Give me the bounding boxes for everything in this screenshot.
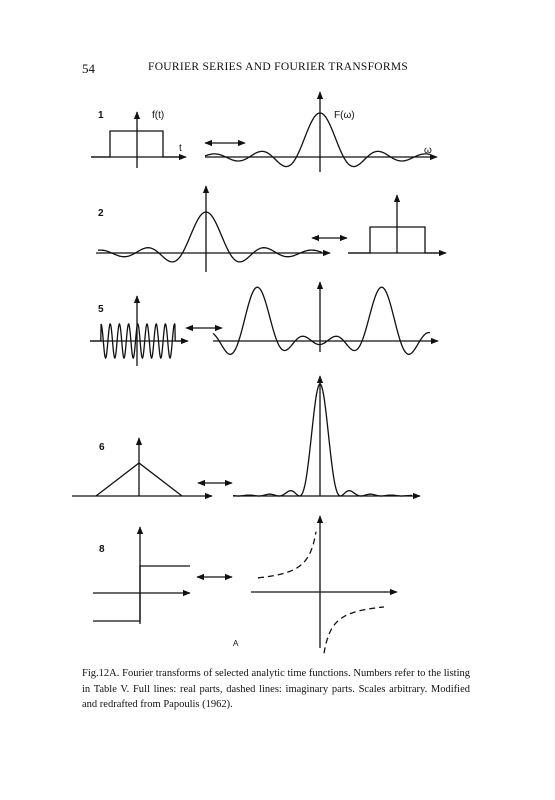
row1-freq-function-label: F(ω) bbox=[334, 110, 355, 121]
caption-text: Fig.12A. Fourier transforms of selected analytic time functions. Numbers refer to the listing in Table V. Full lines: real parts, dashed lines: imaginary parts. Scales arbitrary. Modified and redrafted from Papoulis (1962). bbox=[82, 668, 470, 710]
row5-number: 5 bbox=[98, 304, 104, 315]
row1-number: 1 bbox=[98, 110, 104, 121]
row2-sinc-curve bbox=[98, 212, 322, 262]
row8-imaginary-curve-lower bbox=[324, 607, 384, 653]
row6-sinc-squared-curve bbox=[233, 384, 412, 496]
row6-number: 6 bbox=[99, 442, 105, 453]
page-number: 54 bbox=[82, 61, 95, 76]
row1-time-function-label: f(t) bbox=[152, 110, 165, 121]
row5-double-sinc-curve bbox=[213, 287, 430, 354]
row-5 bbox=[90, 282, 438, 366]
row-2 bbox=[96, 186, 446, 272]
row8-number: 8 bbox=[99, 544, 105, 555]
row1-sinc-curve bbox=[205, 113, 430, 167]
row-8 bbox=[93, 516, 397, 653]
row2-number: 2 bbox=[98, 208, 104, 219]
row1-time-axis-label: t bbox=[179, 143, 182, 154]
figure-caption bbox=[82, 666, 470, 713]
row2-rect-pulse bbox=[348, 227, 440, 253]
figure-mark: A bbox=[233, 639, 239, 648]
row-6 bbox=[72, 376, 420, 496]
row1-freq-axis-label: ω bbox=[424, 145, 432, 156]
running-head: FOURIER SERIES AND FOURIER TRANSFORMS bbox=[148, 61, 409, 73]
row-1 bbox=[91, 92, 437, 172]
row1-rect-pulse bbox=[91, 131, 181, 157]
row8-imaginary-curve-upper bbox=[258, 532, 316, 578]
